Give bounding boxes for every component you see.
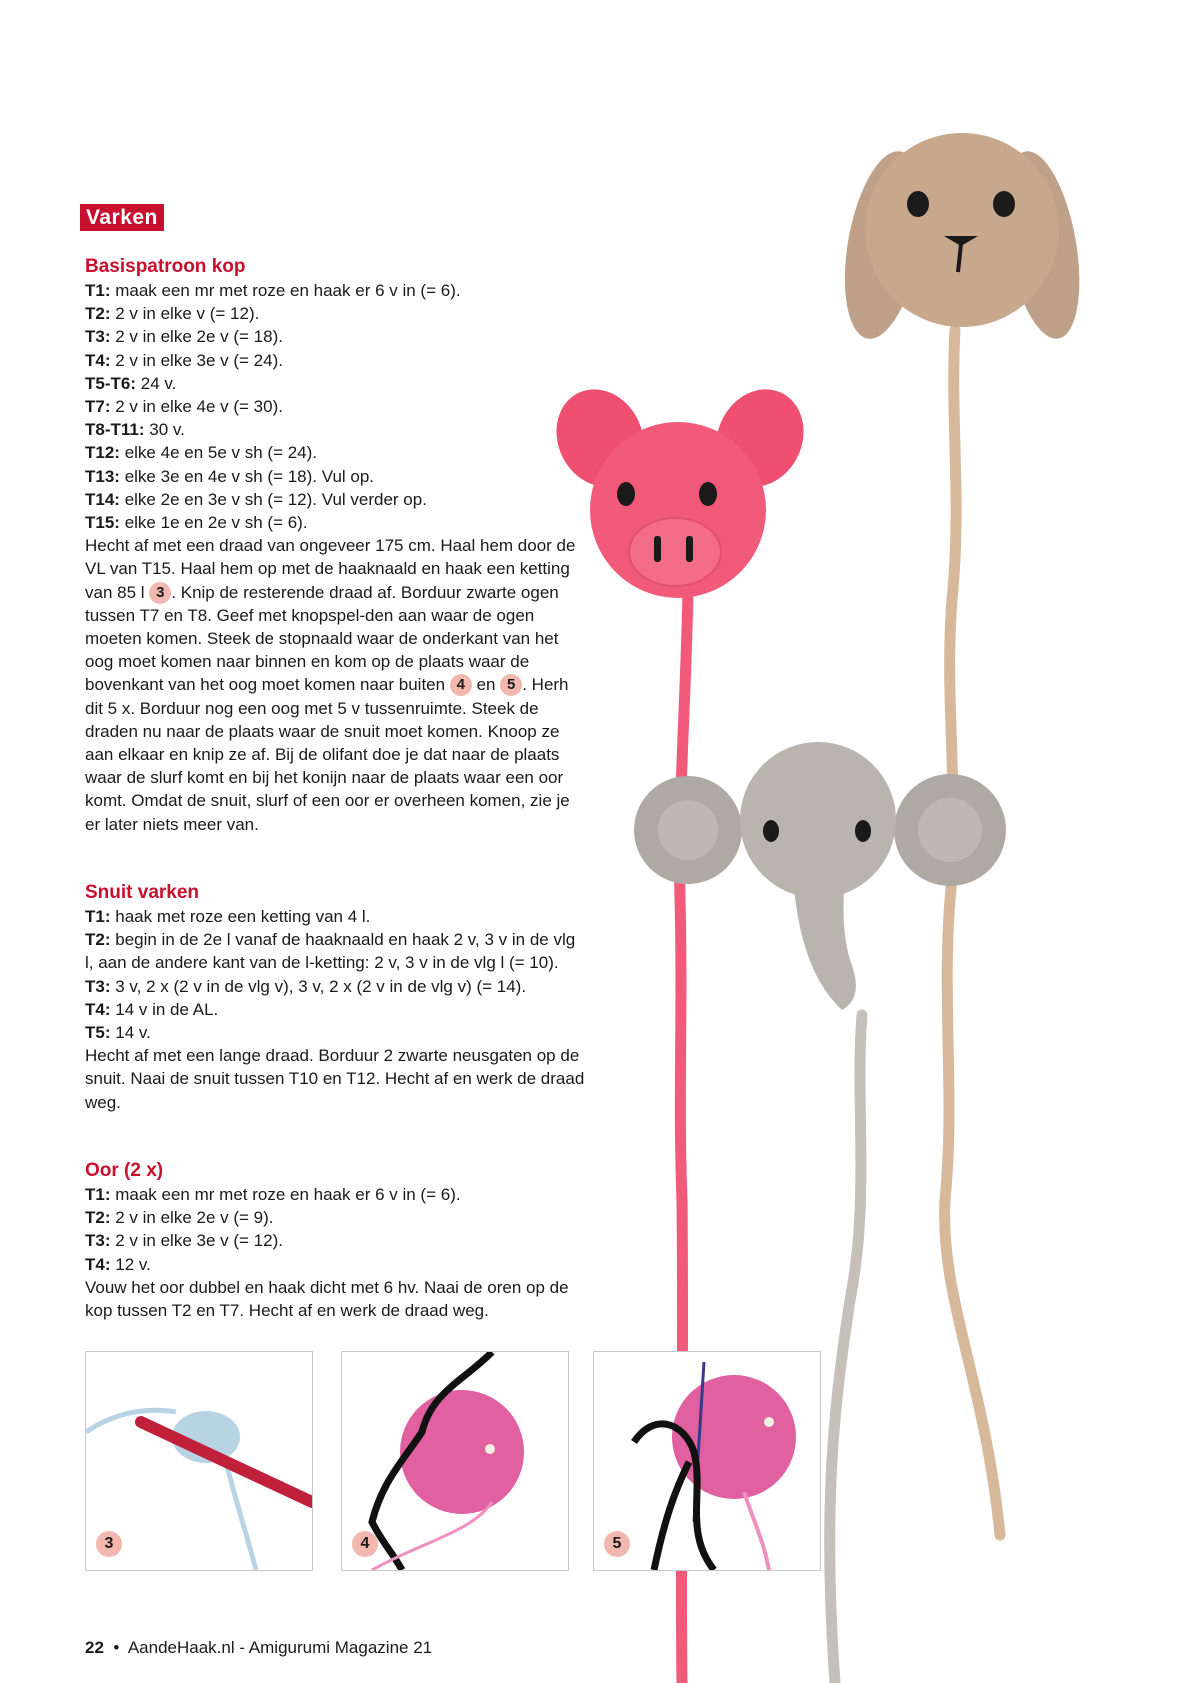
pattern-row [85, 1183, 585, 1206]
ear-pattern [85, 1159, 585, 1322]
head-rows [85, 279, 585, 534]
step-number: 4 [352, 1531, 378, 1557]
row-text: 3 v, 2 x (2 v in de vlg v), 3 v, 2 x (2 v in de vlg v) (= 14). [115, 976, 527, 996]
row-label: T12: [85, 443, 120, 463]
pattern-row [85, 975, 585, 998]
row-text: 2 v in elke 4e v (= 30). [115, 397, 283, 417]
row-label: T13: [85, 466, 120, 486]
row-text: 2 v in elke 2e v (= 18). [115, 327, 283, 347]
row-label: T1: [85, 281, 111, 300]
row-text: 2 v in elke 2e v (= 9). [115, 1208, 274, 1228]
row-label: T3: [85, 327, 111, 347]
step-photo-5 [593, 1351, 821, 1571]
row-text: begin in de 2e l vanaf de haaknaald en haak 2 v, 3 v in de vlg l, aan de andere kant van de l-ketting: 2 v, 3 v in de vlg l (= 10). [85, 930, 576, 973]
snout-title: Snuit varken [85, 882, 200, 903]
page-number: 22 [85, 1638, 104, 1657]
pattern-row [85, 279, 585, 302]
row-label: T2: [85, 304, 111, 324]
row-text: elke 1e en 2e v sh (= 6). [124, 513, 308, 533]
step-photo-3 [85, 1351, 313, 1571]
snout-instructions: Hecht af met een lange draad. Borduur 2 zwarte neusgaten op de snuit. Naai de snuit tussen T10 en T12. Hecht af en werk de draad weg. [85, 1046, 585, 1112]
row-text: elke 4e en 5e v sh (= 24). [124, 443, 318, 463]
row-label: T8-T11: [85, 420, 145, 440]
head-pattern [85, 255, 585, 836]
pattern-row [85, 465, 585, 488]
row-text: 2 v in elke 3e v (= 12). [115, 1231, 283, 1251]
ear-title: Oor (2 x) [85, 1160, 164, 1181]
row-label: T3: [85, 1231, 111, 1251]
row-label: T1: [85, 907, 111, 926]
pattern-row [85, 511, 585, 534]
pattern-row [85, 302, 585, 325]
row-text: 24 v. [140, 373, 177, 393]
pattern-row [85, 1021, 585, 1044]
magazine-title: AandeHaak.nl - Amigurumi Magazine 21 [127, 1638, 433, 1657]
rabbit-head [832, 133, 1092, 345]
pattern-row [85, 395, 585, 418]
step-number: 3 [96, 1531, 122, 1557]
elephant-string [830, 1015, 862, 1683]
head-instructions: Hecht af met een draad van ongeveer 175 cm. Haal hem door de VL van T15. Haal hem op met de haaknaald en haak een ketting van 85 l 3 . Knip de resterende draad af. Borduur zwarte ogen tussen T7 en T8. Geef met knopspel-den aan waar de ogen moeten komen. Steek de stopnaald waar de onderkant van het oog moet komen naar binnen en kom op de plaats waar de bovenkant van het oog moet komen naar buiten 4 en 5 . Herh dit 5 x. Borduur nog een oog met 5 v tussenruimte. Steek de draden nu naar de plaats waar de snuit moet komen. Knoop ze aan elkaar en knip ze af. Bij de olifant doe je dat naar de plaats waar de slurf komt en bij het konijn naar de plaats waar een oor komt. Omdat de snuit, slurf of een oor er overheen komen, zie je er later niets meer van. [85, 536, 576, 834]
row-label: T4: [85, 999, 111, 1019]
page-footer [85, 1638, 432, 1658]
footer-bullet: • [113, 1638, 120, 1657]
row-label: T7: [85, 397, 111, 417]
row-label: T4: [85, 1254, 111, 1274]
row-text: haak met roze een ketting van 4 l. [115, 907, 371, 926]
step-photo-4 [341, 1351, 569, 1571]
pattern-row [85, 372, 585, 395]
pattern-row [85, 325, 585, 348]
pattern-row [85, 418, 585, 441]
row-label: T1: [85, 1185, 111, 1204]
pattern-row [85, 998, 585, 1021]
head-title: Basispatroon kop [85, 256, 246, 277]
row-label: T3: [85, 976, 111, 996]
ear-rows [85, 1183, 585, 1276]
pattern-row [85, 928, 585, 974]
row-text: 2 v in elke v (= 12). [115, 304, 260, 324]
pattern-row [85, 1229, 585, 1252]
pattern-row [85, 905, 585, 928]
row-text: 2 v in elke 3e v (= 24). [115, 350, 283, 370]
snout-rows [85, 905, 585, 1044]
row-text: 14 v in de AL. [115, 999, 219, 1019]
row-text: 14 v. [115, 1023, 151, 1043]
snout-pattern [85, 881, 585, 1114]
row-text: maak een mr met roze en haak er 6 v in (= 6). [115, 281, 461, 300]
row-label: T5-T6: [85, 373, 136, 393]
pattern-row [85, 1253, 585, 1276]
row-label: T2: [85, 930, 111, 950]
step-number: 5 [604, 1531, 630, 1557]
step-4-badge: 4 [450, 674, 472, 696]
row-text: maak een mr met roze en haak er 6 v in (= 6). [115, 1185, 461, 1204]
pattern-row [85, 441, 585, 464]
row-text: elke 2e en 3e v sh (= 12). Vul verder op. [124, 489, 427, 509]
pattern-row [85, 488, 585, 511]
row-label: T14: [85, 489, 120, 509]
row-text: 12 v. [115, 1254, 151, 1274]
row-label: T5: [85, 1023, 111, 1043]
row-label: T2: [85, 1208, 111, 1228]
pattern-row [85, 349, 585, 372]
row-label: T15: [85, 513, 120, 533]
step-3-badge: 3 [149, 582, 171, 604]
step-5-badge: 5 [500, 674, 522, 696]
row-label: T4: [85, 350, 111, 370]
row-text: 30 v. [149, 420, 185, 440]
rabbit-string [945, 330, 1000, 1535]
row-text: elke 3e en 4e v sh (= 18). Vul op. [124, 466, 375, 486]
ear-instructions: Vouw het oor dubbel en haak dicht met 6 hv. Naai de oren op de kop tussen T2 en T7. Hecht af en werk de draad weg. [85, 1277, 569, 1321]
pattern-row [85, 1206, 585, 1229]
section-tag: Varken [80, 204, 164, 231]
